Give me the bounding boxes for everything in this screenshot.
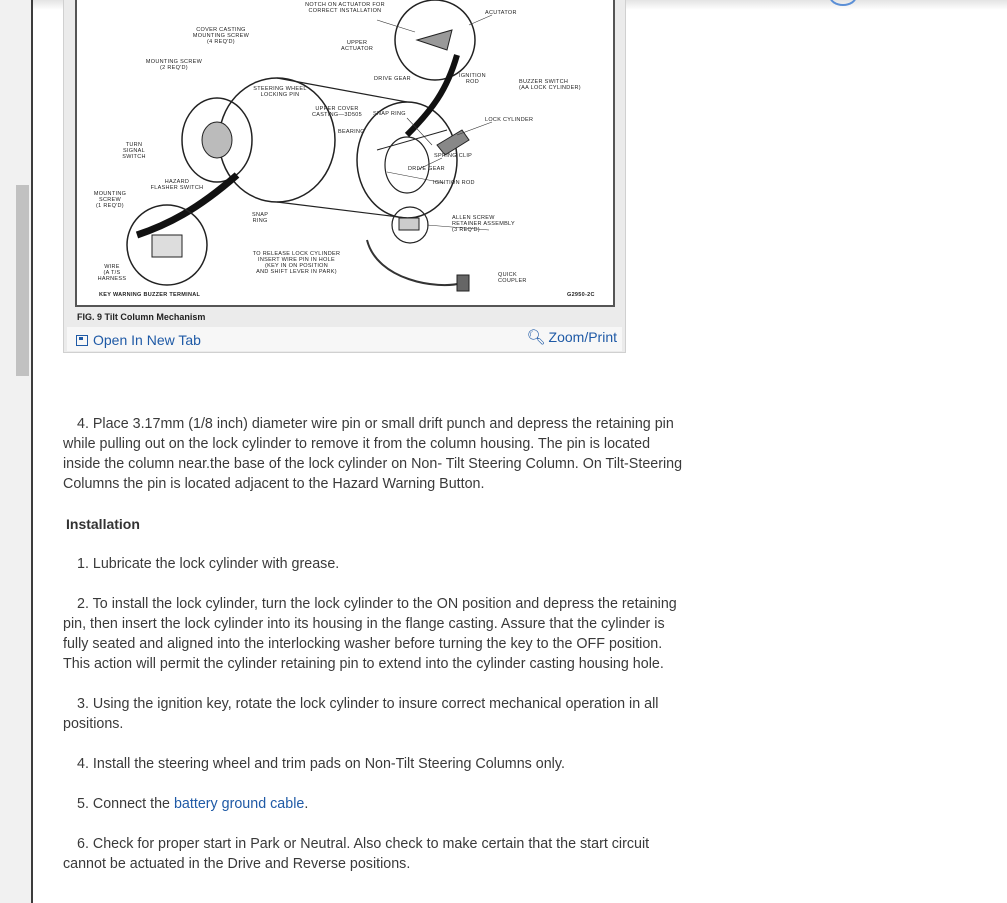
- open-new-tab-label: Open In New Tab: [93, 332, 201, 348]
- label-allen-screw: ALLEN SCREW RETAINER ASSEMBLY (3 REQ'D): [452, 215, 515, 233]
- label-snap-ring-top: SNAP RING: [373, 111, 406, 117]
- step-1: 1. Lubricate the lock cylinder with grease.: [77, 556, 340, 572]
- zoom-icon: 🔍︎: [526, 329, 546, 346]
- label-steering-wheel-pin: STEERING WHEEL LOCKING PIN: [253, 86, 307, 98]
- step-5-suffix: .: [304, 796, 309, 812]
- step-4-remove: 4. Place 3.17mm (1/8 inch) diameter wire pin or small drift punch and depress the retaining pin while pulling out on the lock cylinder to remove it from the column housing. The pin is located inside the column near.the base of the lock cylinder on Non- Tilt Steering Column. On Tilt-Steering Columns the pin is located adjacent to the Hazard Warning Button.: [63, 416, 683, 492]
- label-drive-gear-mid: DRIVE GEAR: [408, 166, 445, 172]
- label-key-warning: KEY WARNING BUZZER TERMINAL: [99, 292, 201, 298]
- label-lock-cylinder: LOCK CYLINDER: [485, 117, 534, 123]
- new-tab-icon: [76, 335, 88, 346]
- label-bearing: BEARING: [338, 129, 365, 135]
- label-snap-ring-bottom: SNAP RING: [252, 212, 269, 224]
- label-upper-cover-casting: UPPER COVER CASTING—3D505: [311, 106, 363, 118]
- label-cover-casting-screw: COVER CASTING MOUNTING SCREW (4 REQ'D): [192, 27, 250, 45]
- step-4-install: 4. Install the steering wheel and trim pads on Non-Tilt Steering Columns only.: [77, 756, 565, 772]
- battery-ground-cable-link[interactable]: battery ground cable: [173, 796, 305, 812]
- label-actuator-top: ACUTATOR: [485, 10, 517, 16]
- label-hazard-flasher: HAZARD FLASHER SWITCH: [150, 179, 204, 191]
- label-turn-signal-switch: TURN SIGNAL SWITCH: [122, 142, 146, 160]
- label-mounting-screw-2: MOUNTING SCREW (2 REQ'D): [145, 59, 203, 71]
- open-new-tab-link[interactable]: [76, 332, 201, 348]
- step-5: [63, 794, 683, 814]
- figure-container: [63, 0, 626, 353]
- step-5-prefix: 5. Connect the: [77, 796, 174, 812]
- label-release-lock: TO RELEASE LOCK CYLINDER INSERT WIRE PIN IN HOLE (KEY IN ON POSITION AND SHIFT LEVER IN PARK): [252, 251, 341, 275]
- scrollbar-thumb[interactable]: [16, 185, 29, 376]
- figure-code: G2950-2C: [567, 292, 595, 298]
- step-3: 3. Using the ignition key, rotate the lock cylinder to insure correct mechanical operation in all positions.: [63, 696, 659, 732]
- installation-heading: Installation: [66, 516, 140, 532]
- zoom-print-link[interactable]: [526, 328, 617, 346]
- label-quick-coupler: QUICK COUPLER: [498, 272, 527, 284]
- label-drive-gear-top: DRIVE GEAR: [374, 76, 411, 82]
- zoom-print-label: Zoom/Print: [548, 329, 617, 345]
- label-wire-harness: WIRE (A T/S HARNESS: [97, 264, 127, 282]
- label-mounting-screw-1: MOUNTING SCREW (1 REQ'D): [93, 191, 127, 209]
- figure-link-bar: [67, 327, 622, 351]
- label-ignition-rod-top: IGNITION ROD: [459, 73, 486, 85]
- label-spring-clip: SPRING CLIP: [434, 153, 473, 159]
- label-buzzer-switch: BUZZER SWITCH (AA LOCK CYLINDER): [519, 79, 581, 91]
- article-body: [63, 414, 683, 894]
- label-notch-actuator: NOTCH ON ACTUATOR FOR CORRECT INSTALLATION: [305, 2, 385, 14]
- figure-caption: FIG. 9 Tilt Column Mechanism: [77, 312, 206, 322]
- step-6: 6. Check for proper start in Park or Neutral. Also check to make certain that the start circuit cannot be actuated in the Drive and Reverse positions.: [63, 836, 650, 872]
- left-pane: [0, 0, 33, 903]
- figure-diagram[interactable]: [75, 0, 615, 307]
- label-upper-actuator: UPPER ACTUATOR: [341, 40, 374, 52]
- label-ignition-rod-mid: IGNITION ROD: [433, 180, 475, 186]
- step-2: 2. To install the lock cylinder, turn the lock cylinder to the ON position and depress the retaining pin, then insert the lock cylinder into its housing in the flange casting. Assure that the cylinder is fully seated and aligned into the interlocking washer before turning the key to the OFF position. This action will permit the cylinder retaining pin to extend into the cylinder casting housing hole.: [63, 596, 677, 672]
